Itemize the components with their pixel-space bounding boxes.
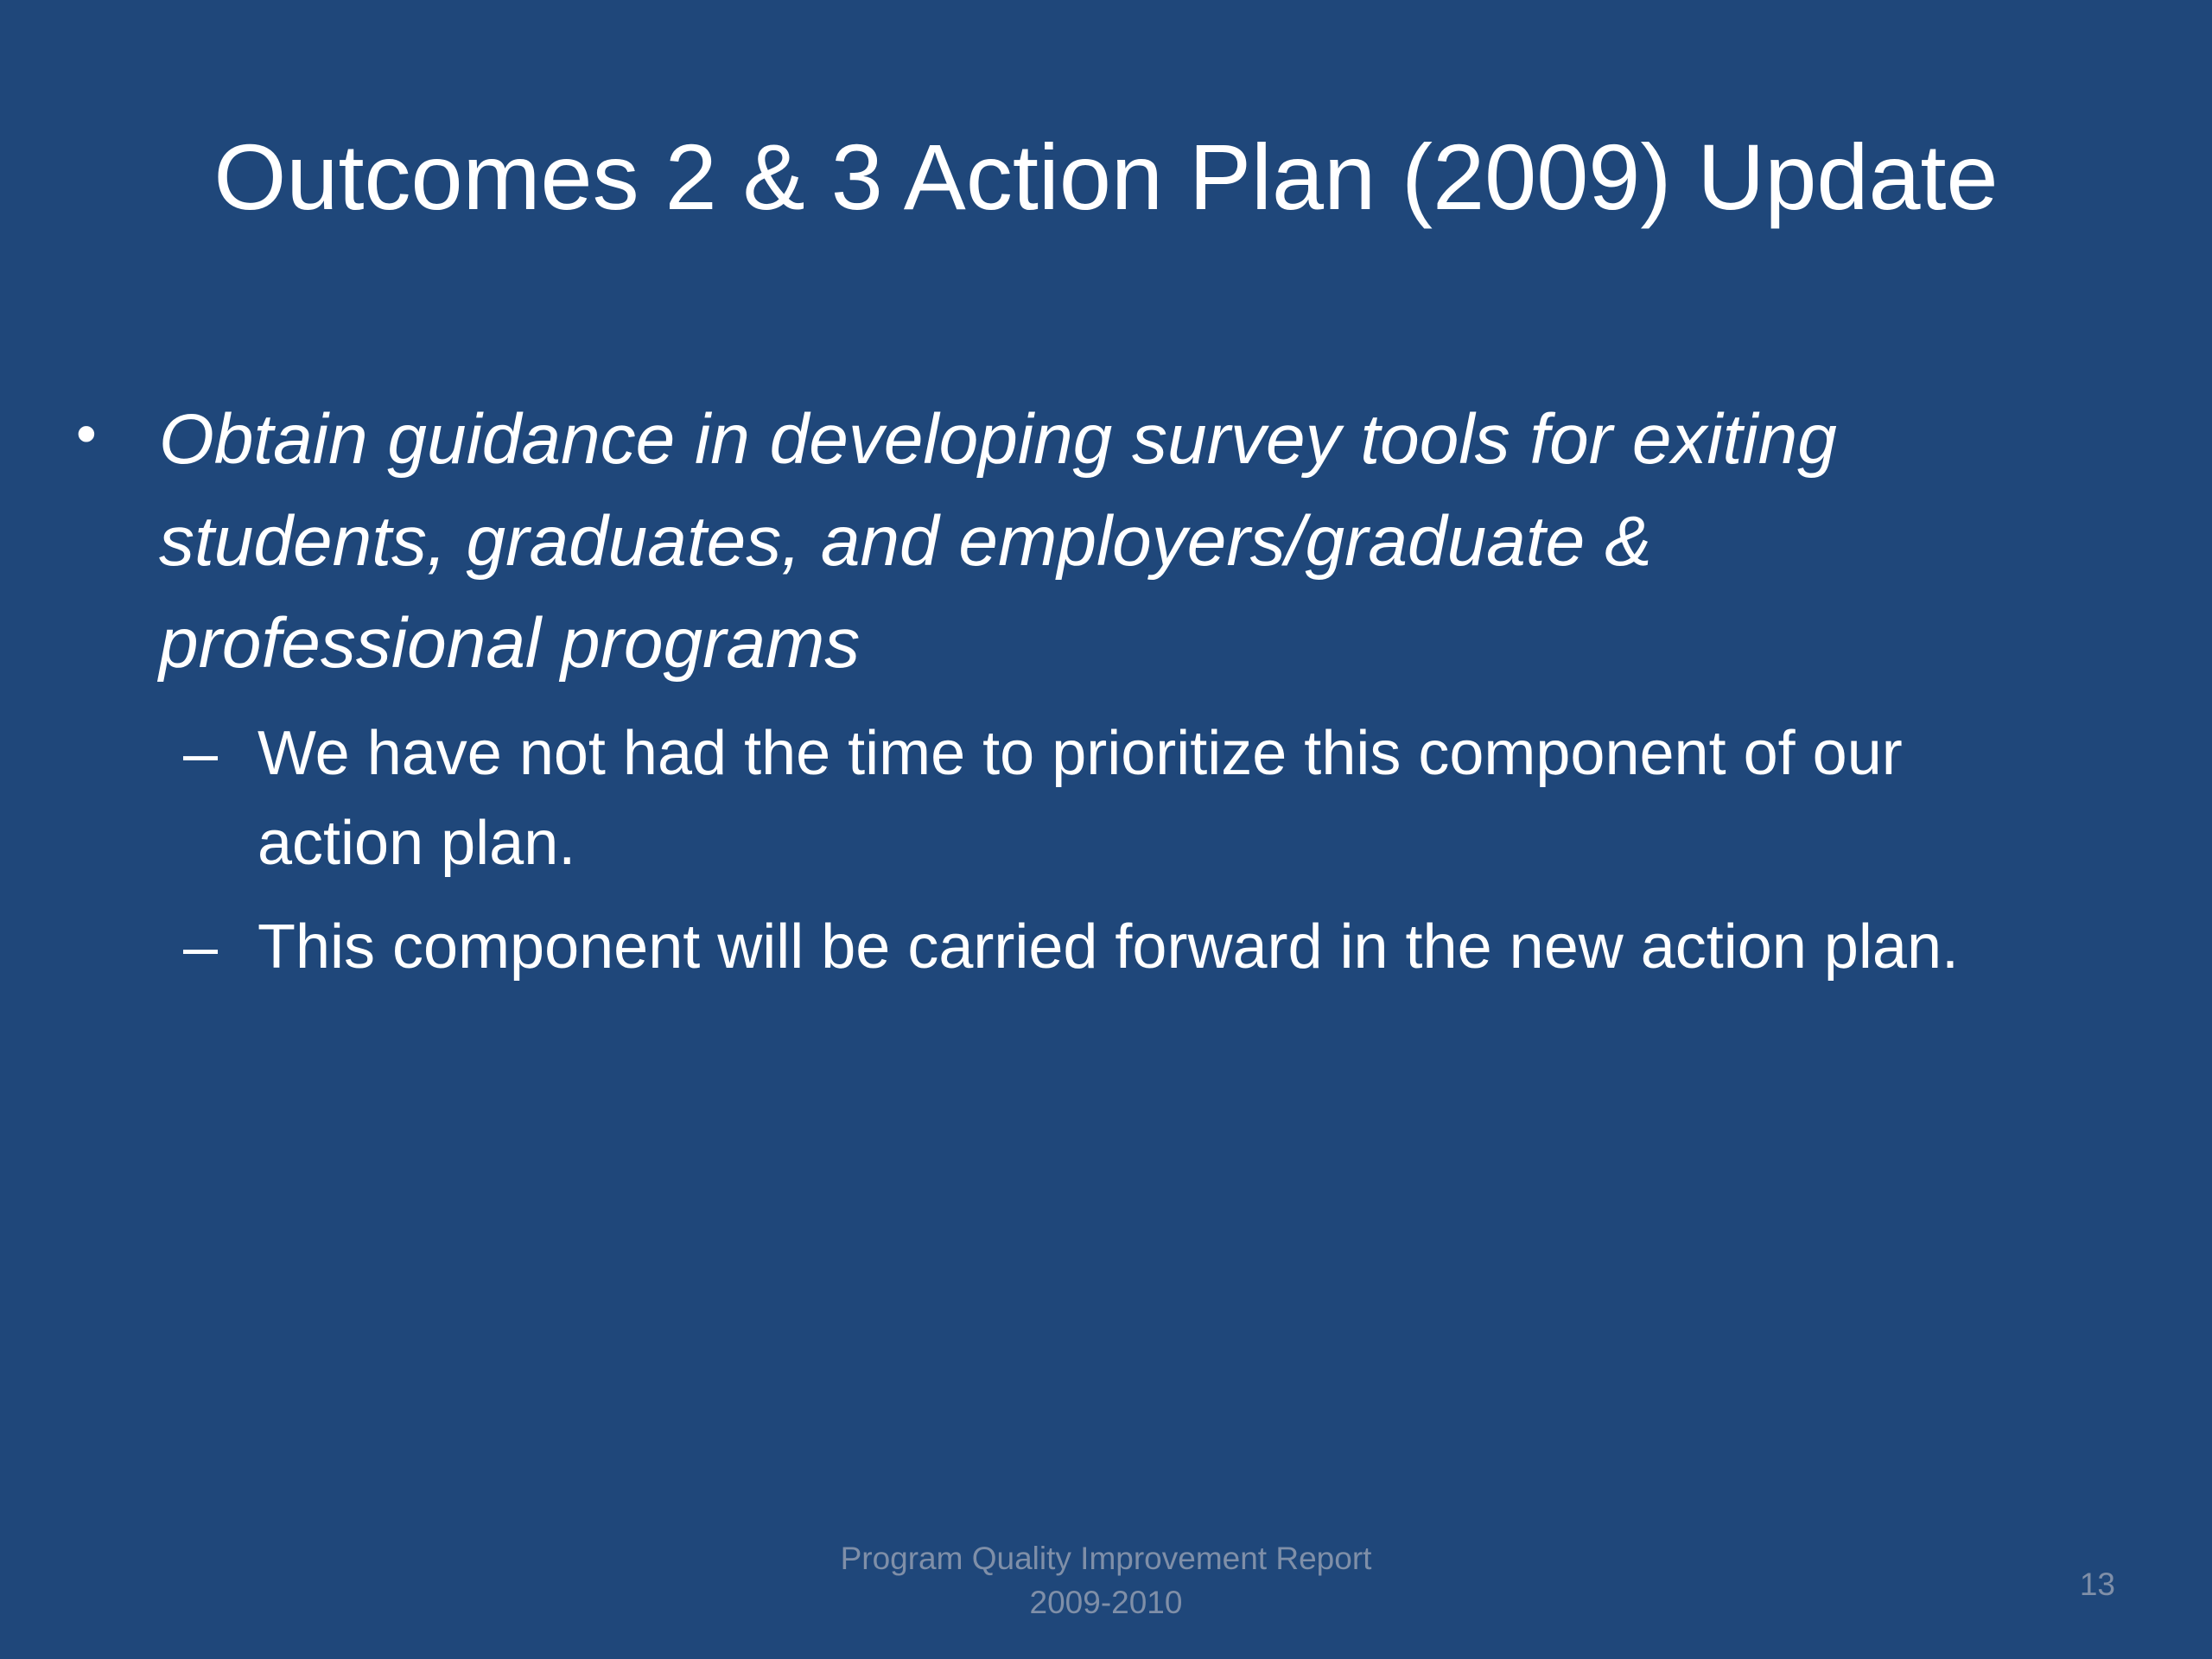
sub-bullet-text bbox=[257, 709, 2158, 888]
bullet-line: Obtain guidance in developing survey tools for exiting bbox=[159, 400, 1837, 479]
bullet-line: students, graduates, and employers/graduate & bbox=[159, 502, 1652, 581]
sub-bullet-marker: – bbox=[183, 912, 219, 982]
sub-bullet-line: This component will be carried forward in the new action plan. bbox=[257, 912, 1959, 982]
footer-line: 2009-2010 bbox=[1029, 1585, 1183, 1620]
sub-bullet-line: We have not had the time to prioritize this component of our bbox=[257, 719, 1903, 788]
slide-title: Outcomes 2 & 3 Action Plan (2009) Update bbox=[213, 124, 1999, 229]
sub-bullet-marker: – bbox=[183, 719, 219, 788]
footer-line: Program Quality Improvement Report bbox=[840, 1541, 1372, 1576]
bullet-text bbox=[159, 389, 2060, 695]
bullet-marker: • bbox=[76, 401, 97, 467]
sub-bullet-text bbox=[257, 902, 2158, 992]
slide-footer bbox=[760, 1536, 1452, 1624]
sub-bullet-line: action plan. bbox=[257, 809, 576, 878]
page-number: 13 bbox=[2079, 1567, 2115, 1602]
bullet-line: professional programs bbox=[159, 604, 861, 683]
